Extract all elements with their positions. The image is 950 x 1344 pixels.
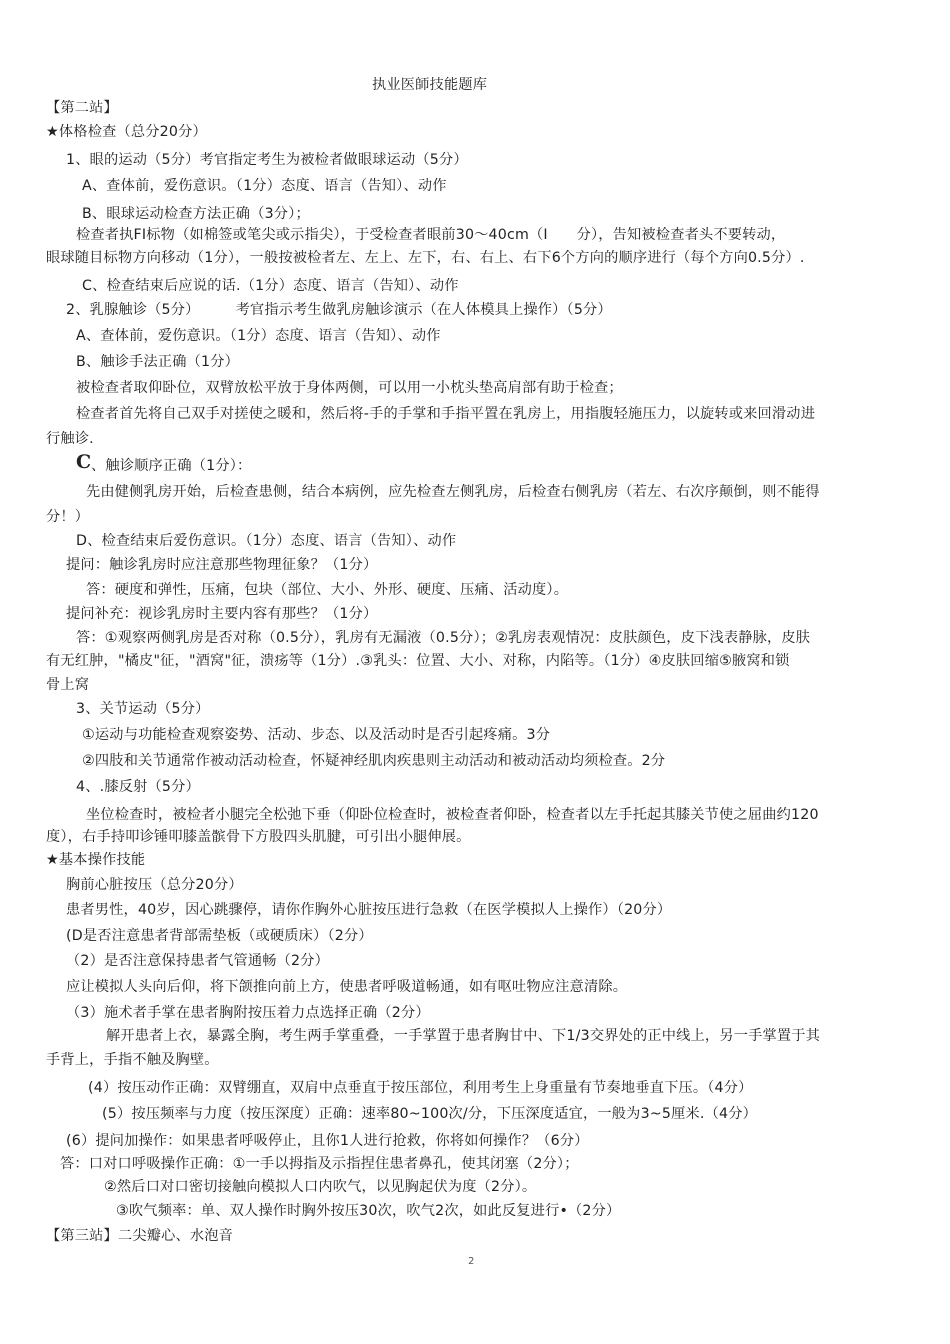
text-line: (6）提问加操作：如果患者呼吸停止，且你1人进行抢救，你将如何操作？（6分） [66,1133,589,1149]
text-line: A、查体前，爱伤意识。（1分）态度、语言（告知）、动作 [82,178,447,194]
text-line: 患者男性，40岁，因心跳骤停，请你作胸外心脏按压进行急救（在医学模拟人上操作）（20分） [66,902,672,918]
station-2-heading: 【第二站】 [46,100,118,116]
text-line: ②然后口对口密切接触向模拟人口内吹气，以见胸起伏为度（2分）。 [104,1179,537,1195]
text-line: 被检查者取仰卧位，双臂放松平放于身体两侧，可以用一小枕头垫高肩部有助于检查； [76,380,623,396]
text-line: （3）施术者手掌在患者胸附按压着力点选择正确（2分） [66,1005,430,1021]
text-line: 答：硬度和弹性，压痛，包块（部位、大小、外形、硬度、压痛、活动度）。 [86,582,569,598]
text-line: 骨上窝 [46,677,90,693]
text-line: (5）按压频率与力度（按压深度）正确：速率80~100次/分，下压深度适宜，一般为3~5厘米.（4分） [102,1106,757,1122]
station-3-heading: 【第三站】二尖瓣心、水泡音 [46,1228,234,1244]
text-line: 解开患者上衣，暴露全胸，考生两手掌重叠，一手掌置于患者胸甘中、下1/3交界处的正中线上，另一手掌置于其 [106,1028,821,1044]
text-line: 3、关节运动（5分） [76,701,210,717]
section-heading-basic-skills: ★基本操作技能 [46,852,146,868]
page-number: 2 [468,1256,475,1267]
text-line: 应让模拟人头向后仰，将下颌推向前上方，使患者呼吸道畅通，如有呕吐物应注意清除。 [66,979,628,995]
text-line: 度），右手持叩诊锤叩膝盖髌骨下方股四头肌腱，可引出小腿伸展。 [46,829,471,845]
text-line: 眼球随目标物方向移动（1分），一般按被检者左、左上、左下，右、右上、右下6个方向的顺序进行（每个方向0.5分）. [46,250,805,266]
text-line: ①运动与功能检查观察姿势、活动、步态、以及活动时是否引起疼痛。3分 [82,727,551,743]
text-line: 胸前心脏按压（总分20分） [66,877,243,893]
text-line: D、检查结束后爱伤意识。（1分）态度、语言（告知）、动作 [76,533,457,549]
text-line: 2、乳腺触诊（5分） 考官指示考生做乳房触诊演示（在人体模具上操作）（5分） [66,302,612,318]
list-marker-c: C [76,451,92,473]
text-line: 检查者首先将自己双手对搓使之暖和，然后将-手的手掌和手指平置在乳房上，用指腹轻施压力，以旋转或来回滑动进 [76,406,816,422]
text-line: 分！） [46,509,90,525]
text-line: （2）是否注意保持患者气管通畅（2分） [66,953,330,969]
text-line: 坐位检查时，被检者小腿完全松弛下垂（仰卧位检查时，被检查者仰卧，检查者以左手托起其膝关节使之屈曲约120 [86,807,819,823]
text-line: 有无红肿，"橘皮"征，"酒窝"征，溃疡等（1分）.③乳头：位置、大小、对称，内陷等。（1分）④皮肤回缩⑤腋窝和锁 [46,653,790,669]
text-line: 检查者执FI标物（如棉签或笔尖或示指尖），于受检查者眼前30〜40cm（I 分），告知被检查者头不要转动， [76,227,786,243]
text-line: 提问补充：视诊乳房时主要内容有那些？（1分） [66,606,378,622]
text-line: (4）按压动作正确：双臂绷直，双肩中点垂直于按压部位，利用考生上身重量有节奏地垂直下压。（4分） [88,1080,753,1096]
text-line: B、眼球运动检查方法正确（3分）； [82,206,310,222]
section-heading-physical-exam: ★体格检查（总分20分） [46,124,207,140]
text-line: B、触诊手法正确（1分） [76,354,240,370]
text-line: 行触诊. [46,431,94,447]
text-line: 手背上，手指不触及胸壁。 [46,1052,219,1068]
text-line: 先由健侧乳房开始，后检查患侧，结合本病例，应先检查左侧乳房，后检查右侧乳房（若左、右次序颠倒，则不能得 [86,484,820,500]
text-line: 1、眼的运动（5分）考官指定考生为被检者做眼球运动（5分） [66,152,468,168]
text-line: A、查体前，爱伤意识。（1分）态度、语言（告知）、动作 [76,328,441,344]
text-line: 4、.膝反射（5分） [76,779,200,795]
text-line: C、检查结束后应说的话.（1分）态度、语言（告知）、动作 [82,278,459,294]
text-line: 答：口对口呼吸操作正确：①一手以拇指及示指捏住患者鼻孔，使其闭塞（2分）； [60,1156,579,1172]
text-line: (D是否注意患者背部需垫板（或硬质床）（2分） [66,928,373,944]
text-line: 、触诊顺序正确（1分）： [91,458,252,474]
text-line: ③吹气频率：单、双人操作时胸外按压30次，吹气2次，如此反复进行•（2分） [116,1203,621,1219]
text-line: 提问：触诊乳房时应注意那些物理征象？（1分） [66,557,378,573]
text-line: ②四肢和关节通常作被动活动检查，怀疑神经肌肉疾患则主动活动和被动活动均须检查。2分 [82,753,666,769]
page-title: 执业医師技能题库 [372,77,488,93]
text-line: 答：①观察两侧乳房是否对称（0.5分），乳房有无漏液（0.5分）；②乳房表观情况：皮肤颜色，皮下浅表静脉，皮肤 [76,630,811,646]
